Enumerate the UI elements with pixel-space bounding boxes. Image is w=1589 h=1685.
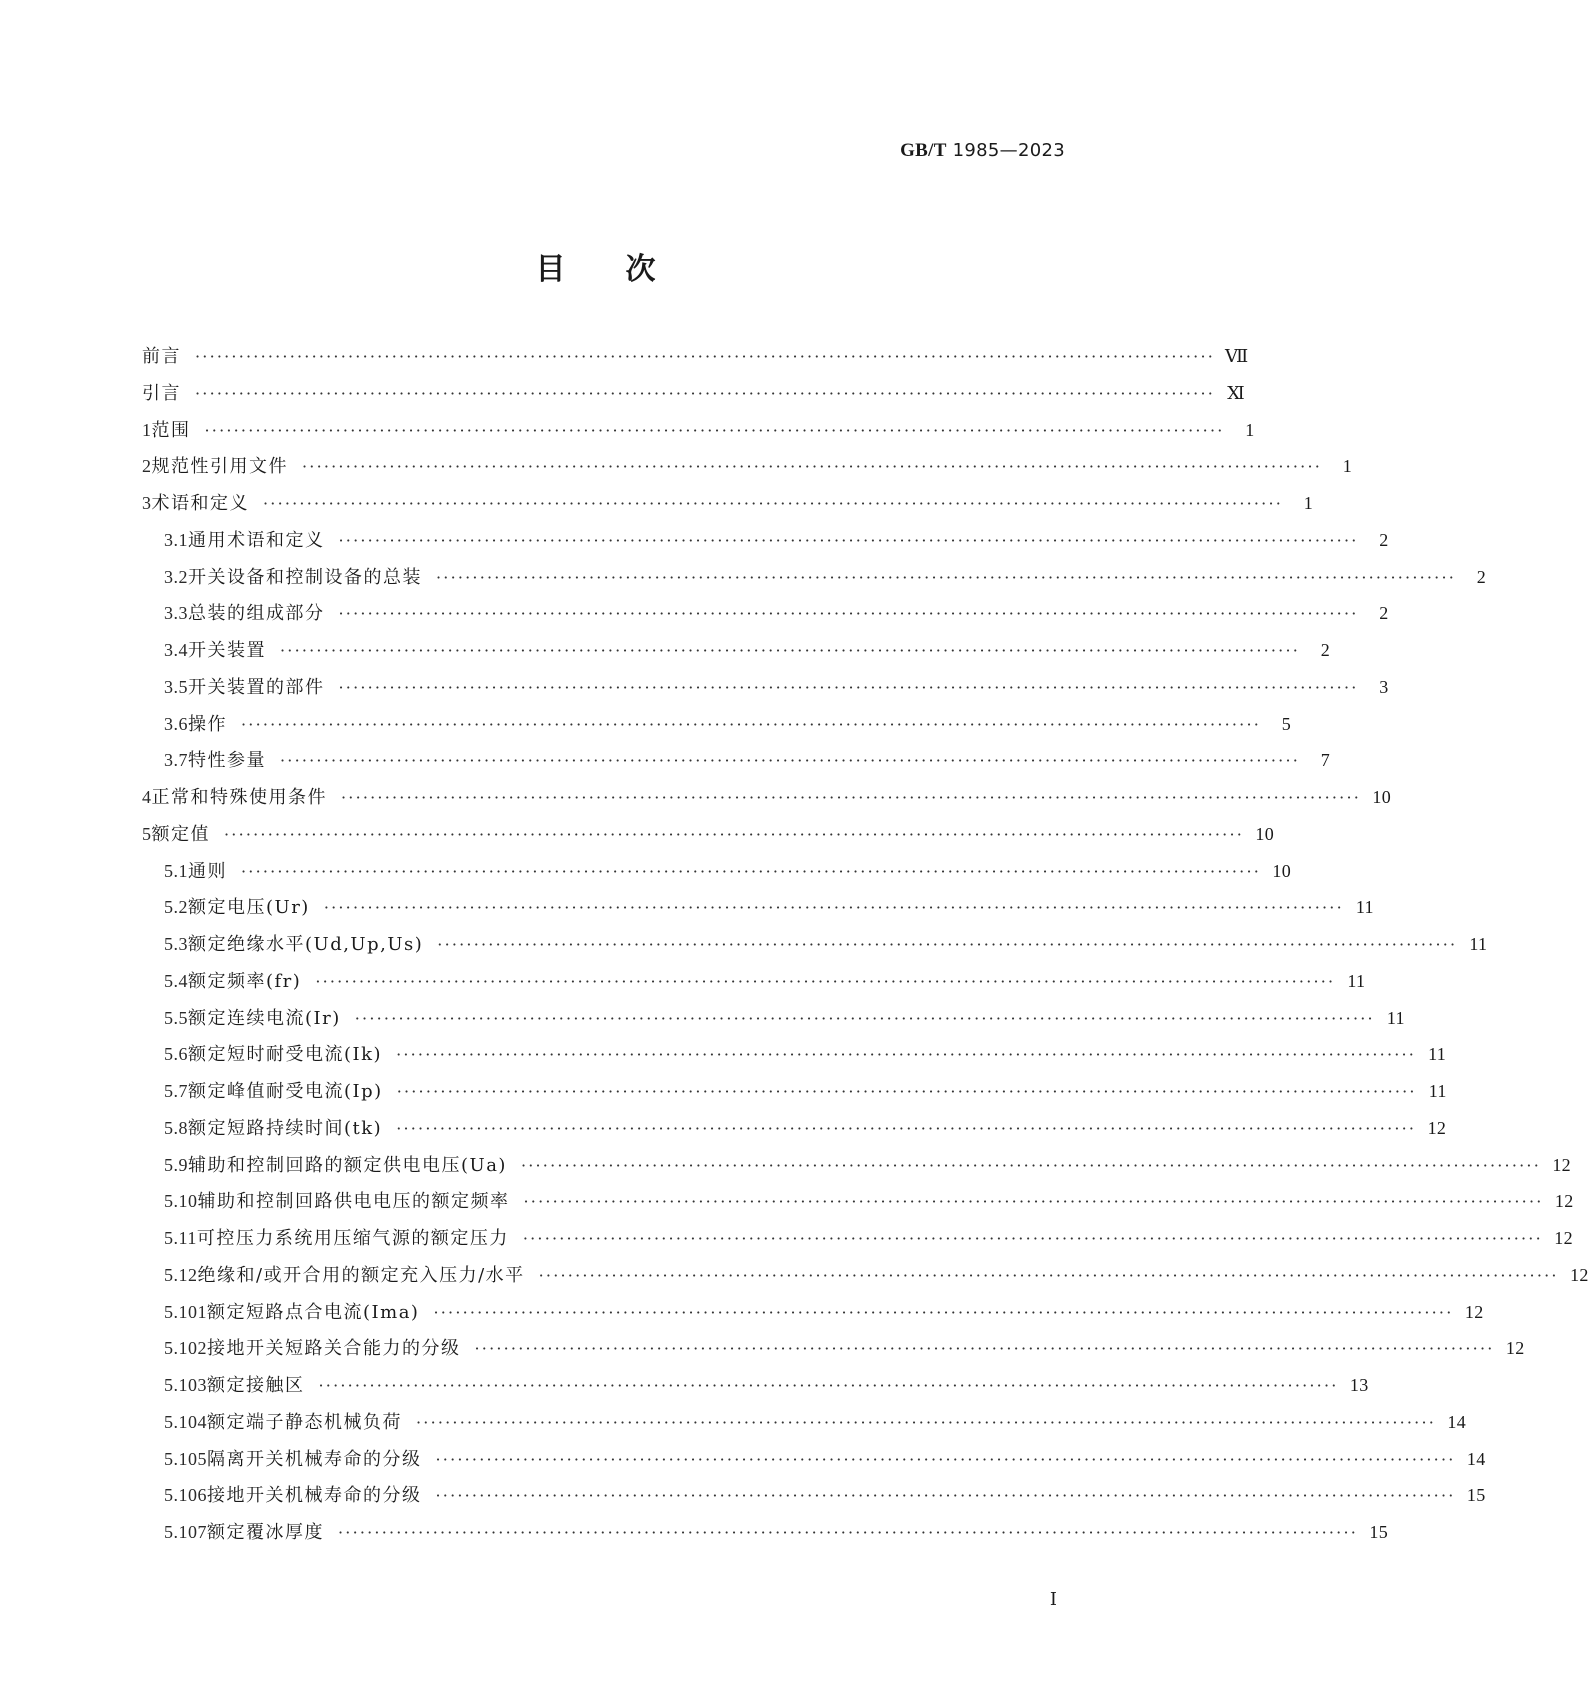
toc-entry[interactable] <box>142 706 1292 743</box>
toc-dot-leader: ············································································································································ <box>338 677 1359 697</box>
standard-number: 1985—2023 <box>952 140 1065 161</box>
standard-prefix: GB/T <box>900 140 947 161</box>
toc-dot-leader: ············································································································································ <box>315 971 1336 991</box>
toc-entry-label: 正常和特殊使用条件 <box>151 787 327 808</box>
toc-entry-label: 开关装置 <box>188 640 266 661</box>
toc-entry-number: 2 <box>142 456 152 477</box>
toc-entry[interactable] <box>142 889 1374 926</box>
toc-entry-page: 14 <box>1447 1411 1467 1432</box>
toc-entry-label: 额定峰值耐受电流(Ip) <box>188 1081 383 1102</box>
toc-entry-label: 总装的组成部分 <box>188 603 325 625</box>
toc-title: 目次 <box>535 252 716 287</box>
toc-entry-label: 额定接触区 <box>207 1375 305 1396</box>
toc-entry[interactable] <box>142 1441 1486 1478</box>
toc-dot-leader: ············································································································································ <box>241 861 1262 881</box>
table-of-contents <box>142 338 1589 1551</box>
toc-entry-page: 10 <box>1255 823 1275 844</box>
toc-entry-page: 2 <box>1320 640 1331 660</box>
toc-entry-label: 额定覆冰厚度 <box>207 1522 324 1543</box>
toc-entry[interactable] <box>142 1257 1589 1294</box>
toc-entry[interactable] <box>142 853 1292 890</box>
toc-entry-label: 额定端子静态机械负荷 <box>207 1411 402 1433</box>
toc-entry-number: 4 <box>142 787 152 807</box>
toc-entry-number: 3.6 <box>164 713 188 734</box>
toc-entry-number: 5.106 <box>164 1485 207 1506</box>
toc-entry[interactable] <box>142 1110 1447 1147</box>
toc-dot-leader: ············································································································································ <box>195 383 1216 403</box>
toc-entry-label: 额定短时耐受电流(Ik) <box>188 1044 383 1066</box>
toc-entry-label: 术语和定义 <box>151 493 249 514</box>
toc-entry-page: 10 <box>1272 860 1292 881</box>
toc-dot-leader: ············································································································································ <box>195 347 1216 366</box>
toc-entry-label: 引言 <box>142 382 181 404</box>
toc-entry-label: 额定连续电流(Ir) <box>188 1007 341 1029</box>
toc-entry-page: 1 <box>1245 419 1255 440</box>
toc-entry[interactable] <box>142 485 1314 522</box>
toc-dot-leader: ············································································································································ <box>354 1008 1375 1028</box>
toc-dot-leader: ············································································································································ <box>396 1045 1417 1065</box>
toc-entry-page: 1 <box>1342 456 1353 477</box>
toc-entry-label: 通则 <box>188 860 227 882</box>
toc-dot-leader: ············································································································································ <box>435 1486 1456 1506</box>
toc-entry-label: 额定频率(fr) <box>188 970 302 992</box>
toc-dot-leader: ············································································································································ <box>280 751 1301 771</box>
toc-entry-page: Ⅶ <box>1225 346 1249 366</box>
toc-entry-page: 2 <box>1379 529 1389 550</box>
toc-entry-number: 5.102 <box>164 1338 207 1359</box>
toc-entry-number: 5.11 <box>164 1228 197 1248</box>
toc-dot-leader: ············································································································································ <box>437 935 1458 954</box>
toc-entry-number: 5.104 <box>164 1411 207 1432</box>
toc-entry-page: 11 <box>1469 934 1488 954</box>
toc-entry[interactable] <box>142 963 1366 1000</box>
toc-entry-page: Ⅺ <box>1227 382 1246 403</box>
toc-entry-number: 5.9 <box>164 1154 188 1175</box>
toc-dot-leader: ············································································································································ <box>338 530 1359 550</box>
toc-entry[interactable] <box>142 926 1488 963</box>
toc-dot-leader: ············································································································································ <box>396 1082 1417 1101</box>
toc-dot-leader: ············································································································································ <box>474 1339 1495 1359</box>
toc-entry-number: 5.2 <box>164 897 188 918</box>
toc-entry-page: 12 <box>1505 1338 1525 1359</box>
toc-entry-page: 11 <box>1428 1044 1447 1065</box>
toc-entry-page: 2 <box>1476 566 1487 587</box>
toc-entry-number: 5.101 <box>164 1301 207 1322</box>
toc-entry-page: 7 <box>1320 750 1331 771</box>
toc-entry-label: 额定值 <box>151 823 210 845</box>
toc-entry[interactable] <box>142 1367 1369 1404</box>
toc-entry-number: 5.8 <box>164 1117 188 1138</box>
toc-entry[interactable] <box>142 448 1353 485</box>
toc-entry[interactable] <box>142 1036 1447 1073</box>
toc-entry-label: 接地开关短路关合能力的分级 <box>207 1338 461 1360</box>
toc-entry[interactable] <box>142 1294 1484 1331</box>
toc-entry-page: 10 <box>1372 787 1392 807</box>
toc-entry[interactable] <box>142 559 1487 596</box>
toc-entry-label: 额定电压(Ur) <box>188 897 310 919</box>
toc-dot-leader: ············································································································································ <box>323 898 1344 918</box>
toc-entry-number: 5 <box>142 823 152 844</box>
toc-entry[interactable] <box>142 595 1389 632</box>
toc-entry-page: 15 <box>1369 1522 1389 1542</box>
toc-dot-leader: ············································································································································ <box>538 1265 1559 1285</box>
toc-entry-label: 通用术语和定义 <box>188 529 325 551</box>
toc-entry-page: 11 <box>1355 897 1374 918</box>
toc-dot-leader: ············································································································································ <box>241 714 1262 734</box>
toc-entry-label: 开关装置的部件 <box>188 676 325 698</box>
toc-dot-leader: ············································································································································ <box>341 788 1362 807</box>
toc-entry[interactable] <box>142 338 1249 375</box>
toc-entry-label: 辅助和控制回路的额定供电电压(Ua) <box>188 1154 507 1176</box>
toc-entry-page: 3 <box>1379 676 1389 697</box>
toc-entry-label: 开关设备和控制设备的总装 <box>188 566 422 588</box>
toc-entry-label: 额定短路点合电流(Ima) <box>207 1301 420 1323</box>
toc-entry[interactable] <box>142 412 1255 449</box>
toc-dot-leader: ············································································································································ <box>280 641 1301 660</box>
toc-dot-leader: ············································································································································ <box>520 1155 1541 1175</box>
toc-dot-leader: ············································································································································ <box>224 824 1245 844</box>
toc-entry[interactable] <box>142 1477 1486 1514</box>
toc-entry-label: 特性参量 <box>188 750 266 772</box>
toc-entry-number: 3 <box>142 493 152 513</box>
toc-entry-number: 3.1 <box>164 529 188 550</box>
toc-entry[interactable] <box>142 1147 1571 1184</box>
toc-dot-leader: ············································································································································ <box>318 1376 1339 1395</box>
toc-entry-number: 5.103 <box>164 1375 207 1395</box>
toc-dot-leader: ············································································································································ <box>263 494 1284 513</box>
toc-entry-page: 14 <box>1466 1448 1486 1469</box>
toc-entry-page: 12 <box>1554 1228 1573 1248</box>
toc-entry-page: 12 <box>1464 1301 1484 1322</box>
toc-entry-page: 2 <box>1379 603 1389 624</box>
toc-entry-number: 3.7 <box>164 750 188 771</box>
toc-entry-page: 1 <box>1303 493 1314 513</box>
toc-entry-number: 5.7 <box>164 1081 188 1101</box>
toc-entry-label: 范围 <box>151 419 191 441</box>
toc-entry[interactable] <box>142 375 1246 412</box>
toc-dot-leader: ············································································································································ <box>416 1412 1437 1432</box>
toc-dot-leader: ············································································································································ <box>522 1229 1543 1248</box>
toc-entry[interactable] <box>142 1183 1574 1220</box>
toc-entry-label: 隔离开关机械寿命的分级 <box>207 1448 422 1470</box>
toc-entry-page: 11 <box>1347 970 1366 991</box>
toc-entry-number: 3.4 <box>164 640 188 660</box>
toc-entry[interactable] <box>142 742 1331 779</box>
toc-entry[interactable] <box>142 669 1389 706</box>
toc-entry-number: 5.1 <box>164 860 188 881</box>
toc-entry-page: 13 <box>1349 1375 1369 1395</box>
toc-entry[interactable] <box>142 1404 1467 1441</box>
toc-entry-page: 5 <box>1281 713 1292 734</box>
toc-entry-label: 辅助和控制回路供电电压的额定频率 <box>197 1191 510 1213</box>
toc-entry-page: 12 <box>1427 1117 1447 1138</box>
toc-entry-label: 额定短路持续时间(tk) <box>188 1117 383 1139</box>
toc-entry-label: 操作 <box>188 713 227 735</box>
toc-entry-label: 可控压力系统用压缩气源的额定压力 <box>196 1228 509 1249</box>
toc-entry[interactable] <box>142 1000 1405 1037</box>
toc-dot-leader: ············································································································································ <box>523 1192 1544 1212</box>
toc-entry-number: 3.5 <box>164 676 188 697</box>
toc-entry-label: 前言 <box>142 346 181 367</box>
toc-entry[interactable] <box>142 1073 1447 1110</box>
toc-entry-number: 5.10 <box>164 1191 198 1212</box>
toc-dot-leader: ············································································································································ <box>338 1523 1359 1542</box>
toc-dot-leader: ············································································································································ <box>433 1302 1454 1322</box>
toc-entry[interactable] <box>142 522 1389 559</box>
toc-entry[interactable] <box>142 1220 1573 1257</box>
toc-entry-page: 12 <box>1570 1264 1589 1285</box>
toc-entry-label: 规范性引用文件 <box>151 456 288 478</box>
toc-dot-leader: ············································································································································ <box>436 567 1457 587</box>
toc-entry-number: 5.12 <box>164 1264 198 1285</box>
toc-dot-leader: ············································································································································ <box>302 457 1323 477</box>
toc-dot-leader: ············································································································································ <box>338 604 1359 624</box>
toc-entry-label: 绝缘和/或开合用的额定充入压力/水平 <box>197 1264 525 1286</box>
toc-entry-number: 5.6 <box>164 1044 188 1065</box>
toc-entry-number: 3.3 <box>164 603 188 624</box>
toc-entry-label: 额定绝缘水平(Ud,Up,Us) <box>188 934 424 955</box>
toc-entry[interactable] <box>142 816 1275 853</box>
toc-dot-leader: ············································································································································ <box>396 1118 1417 1138</box>
toc-entry[interactable] <box>142 1514 1389 1551</box>
toc-entry-number: 3.2 <box>164 566 188 587</box>
toc-entry-number: 5.107 <box>164 1522 207 1542</box>
toc-entry-number: 5.105 <box>164 1448 207 1469</box>
toc-entry-page: 15 <box>1466 1485 1486 1506</box>
toc-dot-leader: ············································································································································ <box>435 1449 1456 1469</box>
toc-entry[interactable] <box>142 632 1331 669</box>
toc-entry-page: 12 <box>1552 1154 1571 1175</box>
toc-entry-number: 1 <box>142 419 152 440</box>
page-number: Ⅰ <box>1049 1589 1057 1609</box>
toc-entry-page: 11 <box>1428 1081 1447 1101</box>
toc-entry-number: 5.3 <box>164 934 188 954</box>
toc-entry[interactable] <box>142 779 1392 816</box>
standard-code <box>900 140 1065 162</box>
toc-entry-page: 11 <box>1386 1007 1405 1028</box>
toc-entry-number: 5.4 <box>164 970 188 991</box>
toc-entry[interactable] <box>142 1330 1525 1367</box>
toc-entry-page: 12 <box>1554 1191 1574 1212</box>
toc-entry-number: 5.5 <box>164 1007 188 1028</box>
toc-dot-leader: ············································································································································ <box>204 420 1225 440</box>
toc-entry-label: 接地开关机械寿命的分级 <box>207 1485 422 1507</box>
